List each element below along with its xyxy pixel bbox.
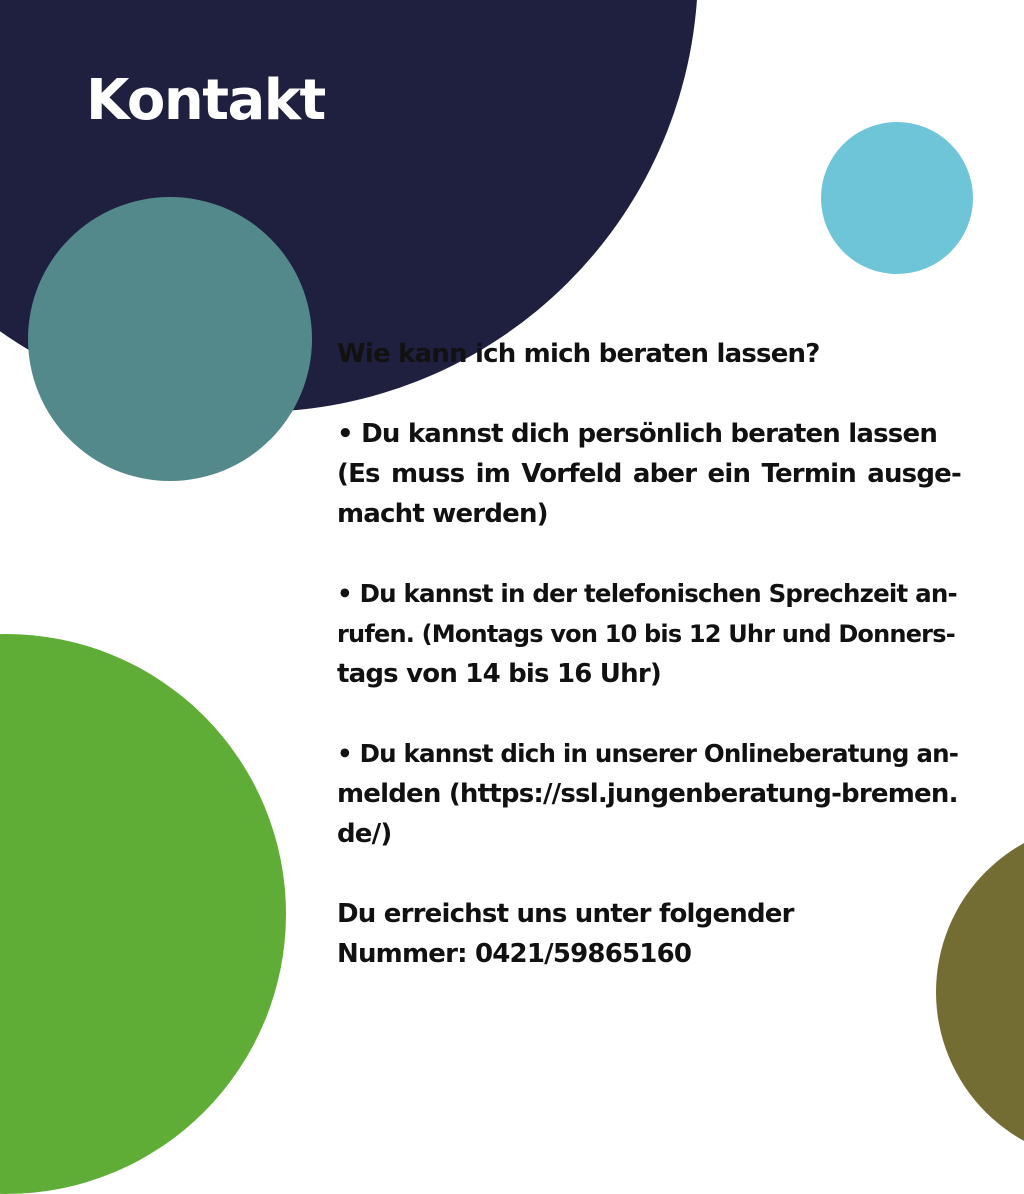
teal-circle-decoration [28, 197, 312, 481]
option-online-line-3: de/) [337, 819, 392, 849]
contact-line-1: Du erreichst uns unter folgender [337, 899, 794, 929]
sky-circle-decoration [821, 122, 973, 274]
page-title: Kontakt [86, 68, 325, 133]
option-online-line-2: melden (https://ssl.jungenberatung-bremen. [337, 779, 958, 809]
option-phone-line-1: • Du kannst in der telefonischen Sprechzeit an- [337, 579, 957, 608]
option-online-line-1: • Du kannst dich in unserer Onlineberatung an- [337, 739, 959, 768]
option-personal-line-1: • Du kannst dich persönlich beraten lassen [337, 419, 938, 449]
contact-info [337, 334, 961, 974]
contact-phone-number: Nummer: 0421/59865160 [337, 939, 692, 969]
green-circle-decoration [0, 634, 286, 1194]
option-personal-line-3: macht werden) [337, 499, 548, 529]
option-personal-line-2: (Es muss im Vorfeld aber ein Termin ausge- [337, 459, 961, 489]
option-phone-line-3: tags von 14 bis 16 Uhr) [337, 659, 661, 689]
question-heading: Wie kann ich mich beraten lassen? [337, 339, 820, 369]
option-phone-line-2: rufen. (Montags von 10 bis 12 Uhr und Donners- [337, 620, 955, 648]
